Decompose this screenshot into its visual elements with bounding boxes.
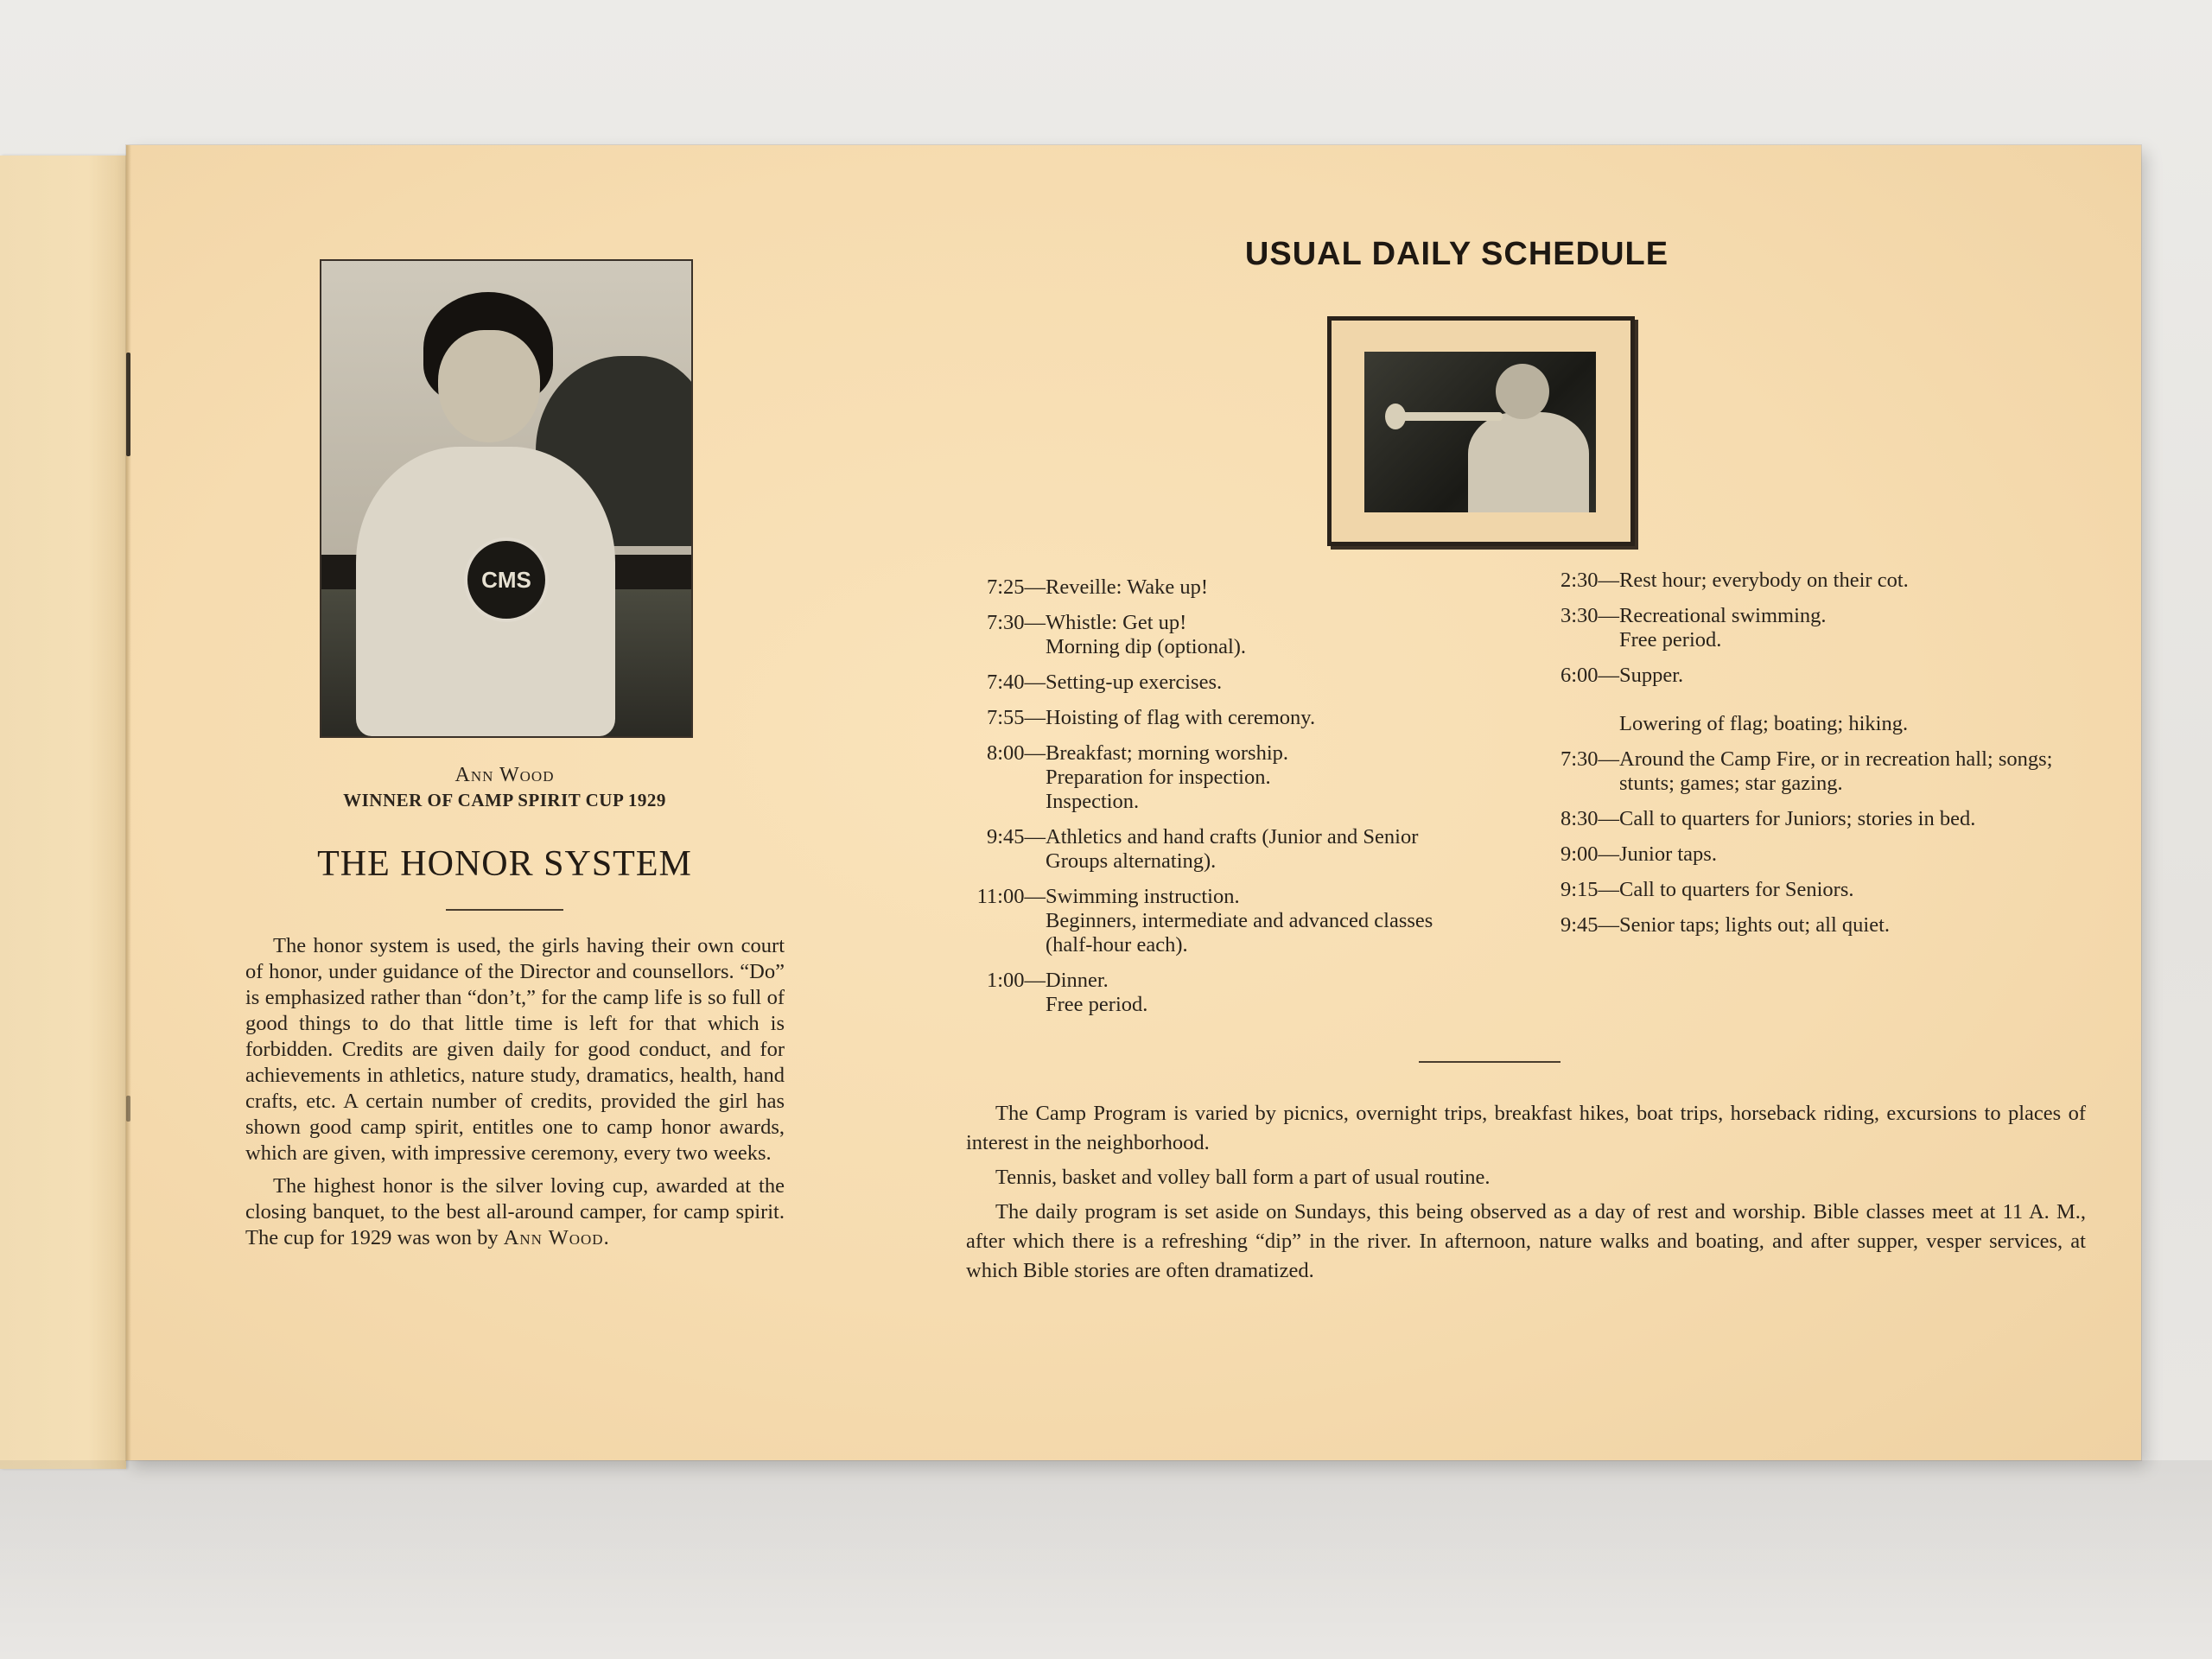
honor-system-heading: THE HONOR SYSTEM — [317, 844, 692, 884]
schedule-item — [1529, 747, 2074, 796]
schedule-item — [1529, 664, 2074, 736]
schedule-activity: Whistle: Get up! Morning dip (optional). — [1046, 611, 1247, 658]
honor-paragraph: The highest honor is the silver loving cup, awarded at the closing banquet, to the best all-around camper, for camp spirit. The cup for 1929 was won by Ann Wood. — [245, 1174, 785, 1249]
schedule-item — [1529, 842, 2074, 867]
schedule-column-left — [956, 575, 1440, 1028]
schedule-item — [1529, 604, 2074, 652]
schedule-item — [1529, 913, 2074, 938]
booklet-page — [126, 145, 2141, 1460]
schedule-item — [956, 885, 1440, 957]
schedule-activity: Athletics and hand crafts (Junior and Senior Groups alternating). — [1046, 825, 1419, 873]
schedule-time: 9:00— — [1560, 842, 1619, 866]
schedule-item — [956, 706, 1440, 730]
schedule-activity: Recreational swimming. Free period. — [1619, 604, 1827, 652]
schedule-time: 7:40— — [986, 671, 1046, 694]
schedule-time: 7:25— — [986, 575, 1046, 599]
schedule-activity: Around the Camp Fire, or in recreation hall; songs; stunts; games; star gazing. — [1619, 747, 2053, 795]
schedule-item — [956, 969, 1440, 1017]
schedule-item — [956, 741, 1440, 814]
schedule-activity: Call to quarters for Seniors. — [1619, 878, 1854, 901]
schedule-activity: Senior taps; lights out; all quiet. — [1619, 913, 1891, 937]
schedule-activity: Junior taps. — [1619, 842, 1717, 866]
previous-page-edge — [0, 156, 126, 1469]
schedule-item — [956, 825, 1440, 874]
program-paragraph: Tennis, basket and volley ball form a part of usual routine. — [995, 1166, 1491, 1189]
schedule-activity: Call to quarters for Juniors; stories in bed. — [1619, 807, 1976, 830]
schedule-activity: Dinner. Free period. — [1046, 969, 1148, 1016]
schedule-item — [956, 611, 1440, 659]
spine — [126, 145, 131, 1460]
schedule-item — [956, 671, 1440, 695]
schedule-activity: Reveille: Wake up! — [1046, 575, 1209, 599]
program-paragraph: The Camp Program is varied by picnics, overnight trips, breakfast hikes, boat trips, horseback riding, excursions to places of interest in the neighborhood. — [966, 1102, 2086, 1154]
schedule-time: 8:00— — [986, 741, 1046, 765]
portrait-photo — [320, 259, 693, 738]
winner-name: Ann Wood. — [503, 1226, 610, 1249]
schedule-activity: Supper. Lowering of flag; boating; hiking. — [1619, 664, 1909, 735]
schedule-time: 3:30— — [1560, 604, 1619, 627]
bugler-photo-frame — [1327, 316, 1635, 546]
schedule-time: 6:00— — [1560, 664, 1619, 687]
schedule-time: 7:55— — [986, 706, 1046, 729]
schedule-activity: Swimming instruction. Beginners, intermediate and advanced classes (half-hour each). — [1046, 885, 1433, 957]
photo-caption-name: Ann Wood — [454, 764, 555, 786]
schedule-item — [1529, 878, 2074, 902]
schedule-time: 9:45— — [1560, 913, 1619, 937]
program-paragraph: The daily program is set aside on Sundays, this being observed as a day of rest and worship. Bible classes meet at 11 A. M., after which there is a refreshing “dip” in the river. In afternoon, nature walks and boating, and after supper, vesper services, at which Bible stories are often dramatized. — [966, 1200, 2086, 1282]
divider — [1419, 1061, 1560, 1063]
schedule-time: 2:30— — [1560, 569, 1619, 592]
schedule-item — [956, 575, 1440, 600]
bugle — [1390, 412, 1503, 421]
honor-paragraph: The honor system is used, the girls having their own court of honor, under guidance of the Director and counsellors. “Do” is emphasized rather than “don’t,” for the camp life is so full of good things to do that little time is left for that which is forbidden. Credits are given daily for good conduct, and for achievements in athletics, nature study, dramatics, health, hand crafts, etc. A certain number of credits, provided the girl has shown good camp spirit, entitles one to camp honor awards, which are given, with impressive ceremony, every two weeks. — [245, 934, 785, 1165]
schedule-time: 8:30— — [1560, 807, 1619, 830]
schedule-time: 11:00— — [976, 885, 1046, 908]
schedule-activity: Hoisting of flag with ceremony. — [1046, 706, 1316, 729]
camp-program-text — [966, 1099, 2086, 1291]
schedule-item — [1529, 569, 2074, 593]
honor-system-text — [245, 933, 785, 1258]
schedule-heading: USUAL DAILY SCHEDULE — [1244, 236, 1669, 272]
schedule-column-right — [1529, 569, 2074, 949]
schedule-time: 7:30— — [986, 611, 1046, 634]
schedule-item — [1529, 807, 2074, 831]
bugler-photo — [1364, 352, 1596, 512]
schedule-time: 9:15— — [1560, 878, 1619, 901]
cms-emblem: CMS — [464, 537, 549, 622]
schedule-activity: Breakfast; morning worship. Preparation for inspection. Inspection. — [1046, 741, 1289, 813]
schedule-time: 9:45— — [986, 825, 1046, 849]
photo-caption-award: WINNER OF CAMP SPIRIT CUP 1929 — [343, 790, 666, 810]
schedule-activity: Rest hour; everybody on their cot. — [1619, 569, 1909, 592]
schedule-activity: Setting-up exercises. — [1046, 671, 1223, 694]
divider — [446, 909, 563, 911]
schedule-time: 7:30— — [1560, 747, 1619, 771]
staple — [126, 353, 130, 456]
schedule-time: 1:00— — [986, 969, 1046, 992]
staple — [126, 1096, 130, 1122]
